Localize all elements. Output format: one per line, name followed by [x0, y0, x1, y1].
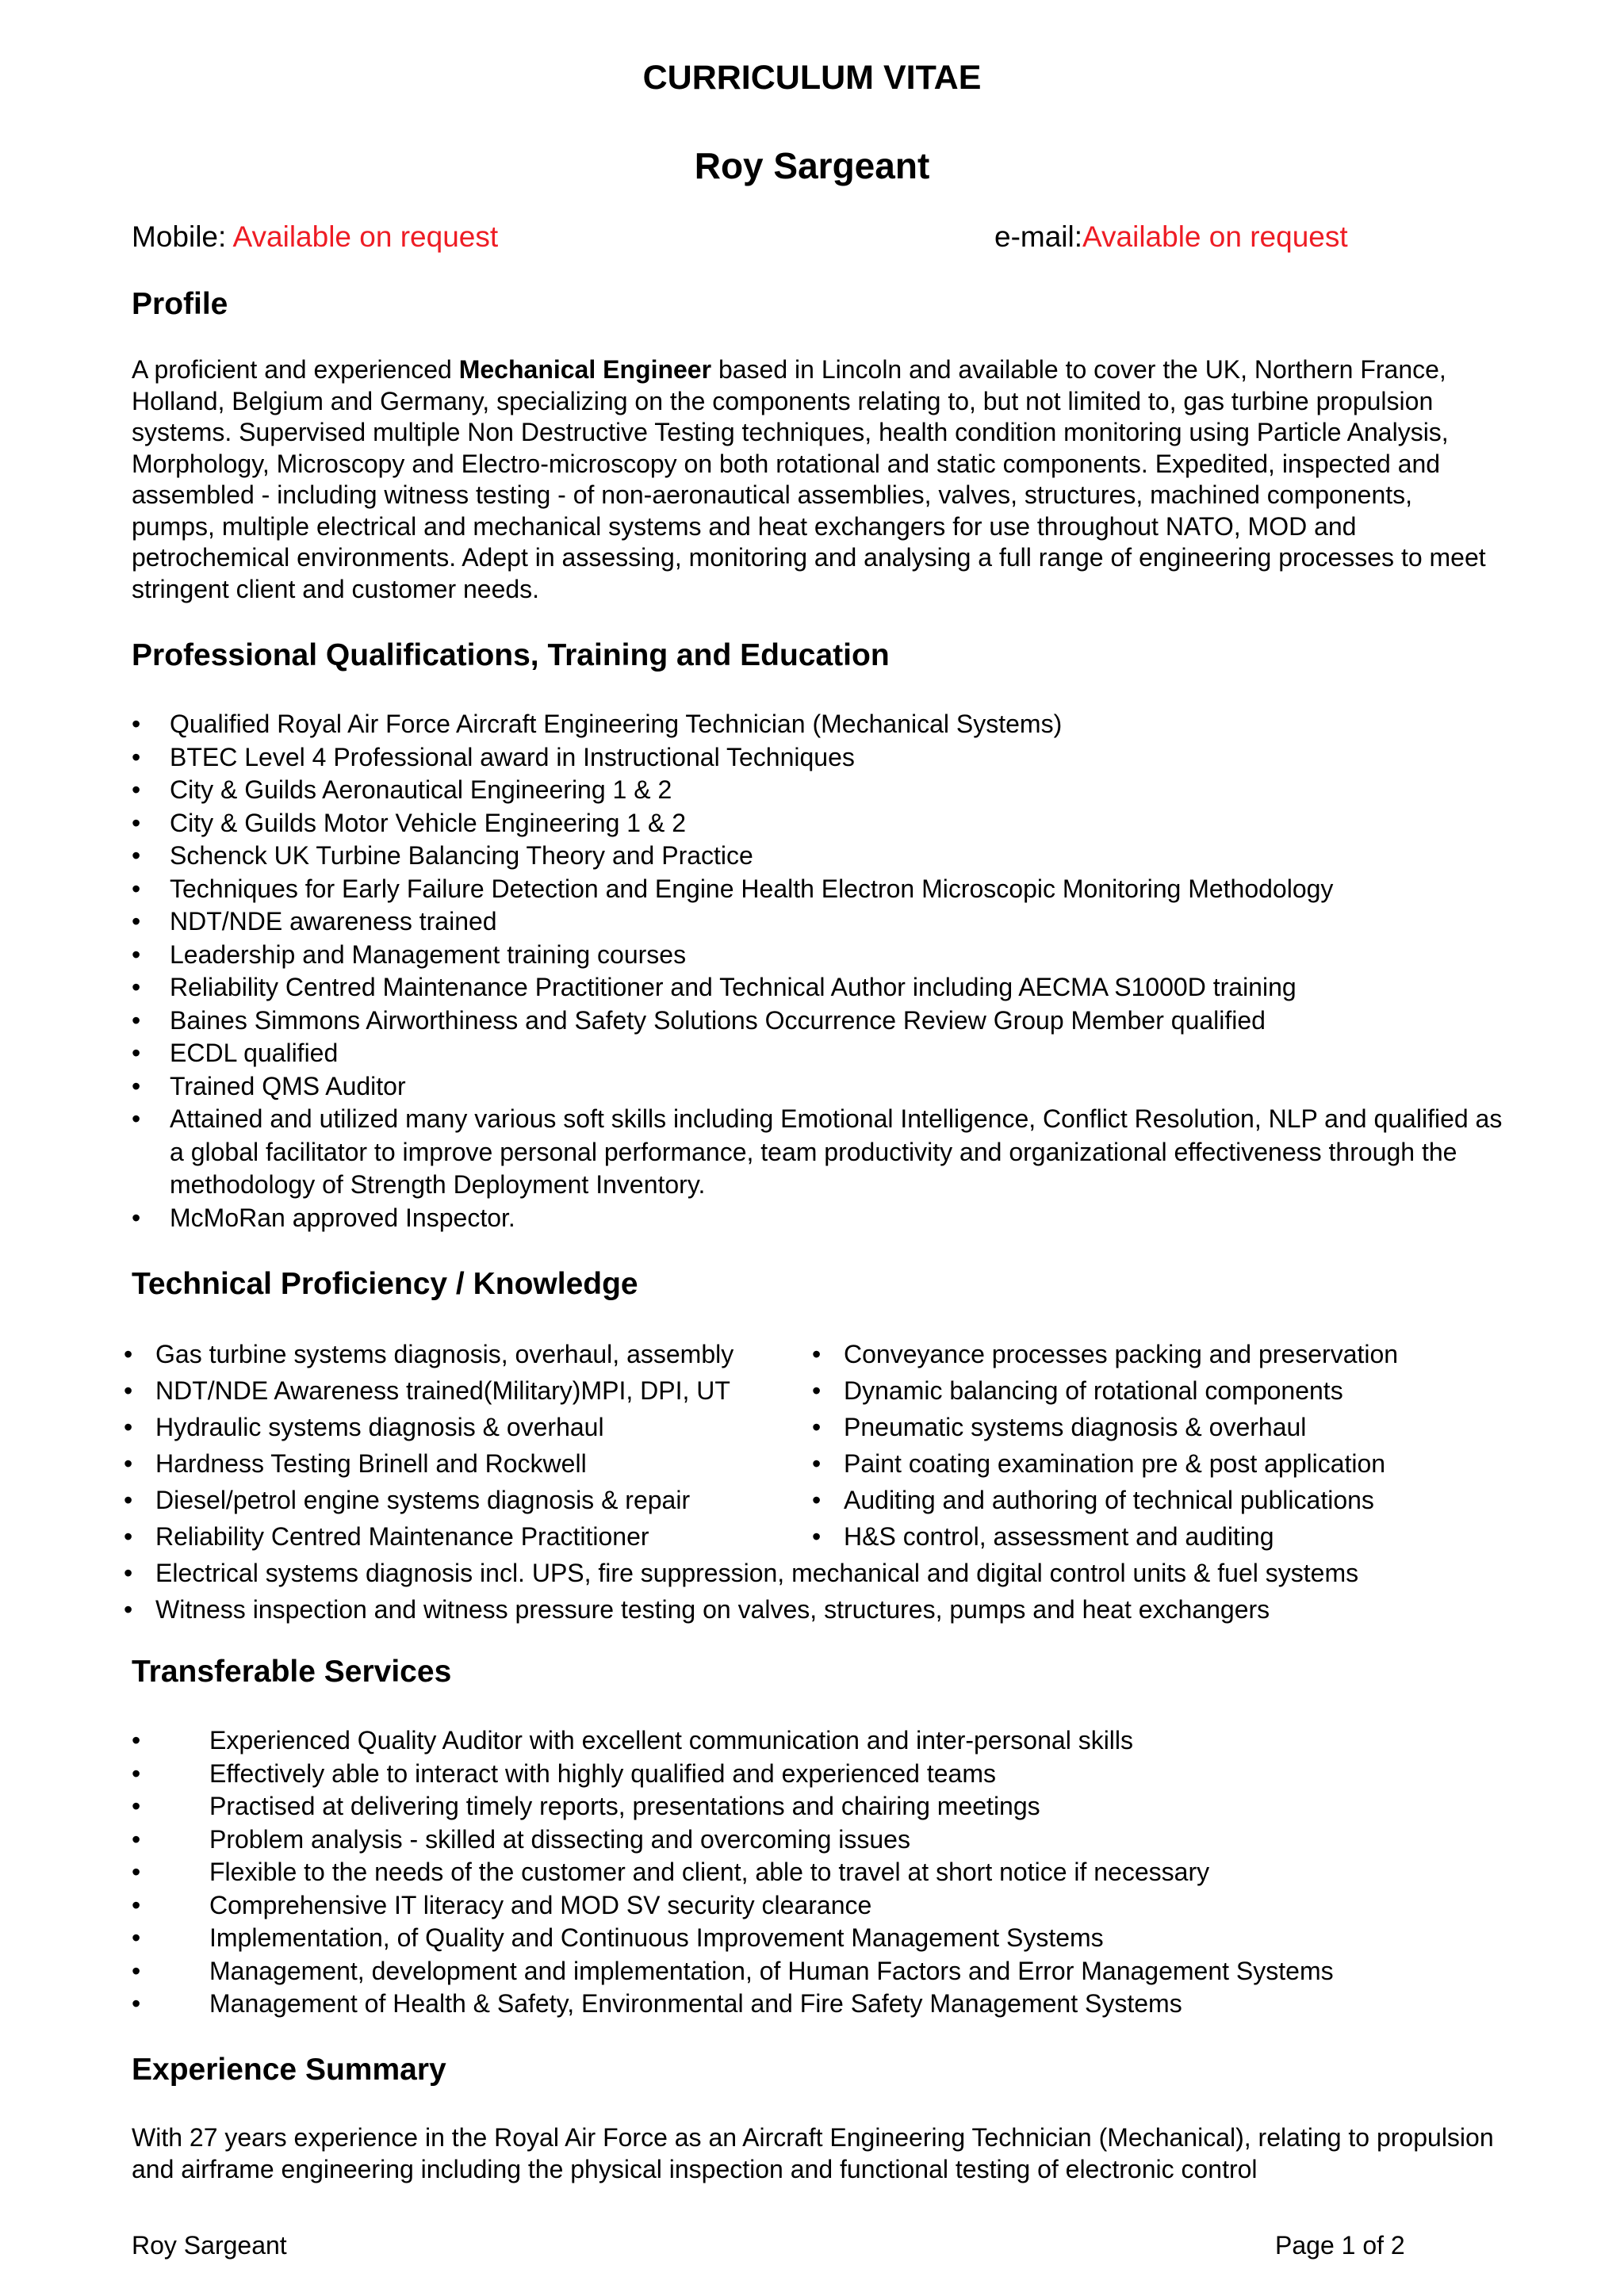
profile-text-rest: based in Lincoln and available to cover the UK, Northern France, Holland, Belgium and Germany, specializing on the components relating to, but not limited to, gas turbine propulsion systems. Supervised multiple Non Destructive Testing techniques, health condition monitoring using Particle Analysis, Morphology, Microscopy and Electro-microscopy on both rotational and static components. Expedited, inspected and assembled - including witness testing - of non-aeronautical assemblies, valves, structures, machined components, pumps, multiple electrical and mechanical systems and heat exchangers for use throughout NATO, MOD and petrochemical environments. Adept in assessing, monitoring and analysing a full range of engineering processes to meet stringent client and customer needs. — [132, 355, 1486, 603]
bullet-icon: • — [132, 710, 141, 738]
list-item — [124, 1518, 806, 1555]
footer-page-number: Page 1 of 2 — [1275, 2231, 1405, 2260]
footer-name: Roy Sargeant — [132, 2231, 287, 2260]
skill-text: NDT/NDE Awareness trained(Military)MPI, DPI, UT — [155, 1376, 730, 1405]
list-item — [124, 1372, 806, 1409]
bullet-icon: • — [124, 1340, 133, 1368]
list-item — [132, 1988, 1511, 2021]
technical-list-wide — [124, 1555, 1551, 1628]
list-item — [812, 1409, 1526, 1445]
service-text: Comprehensive IT literacy and MOD SV security clearance — [209, 1890, 872, 1919]
list-item — [124, 1482, 806, 1518]
list-item — [124, 1555, 1551, 1591]
bullet-icon: • — [132, 1956, 141, 1985]
list-item — [124, 1409, 806, 1445]
skill-text: Electrical systems diagnosis incl. UPS, fire suppression, mechanical and digital control units & fuel systems — [155, 1559, 1359, 1587]
list-item — [132, 1823, 1511, 1857]
bullet-icon: • — [132, 1890, 141, 1919]
list-item — [812, 1482, 1526, 1518]
skill-text: Gas turbine systems diagnosis, overhaul, assembly — [155, 1340, 734, 1368]
list-item — [132, 939, 1511, 972]
list-item — [132, 774, 1511, 807]
skill-text: Hydraulic systems diagnosis & overhaul — [155, 1413, 604, 1441]
bullet-icon: • — [812, 1522, 822, 1551]
list-item — [132, 1037, 1511, 1070]
qualification-text: Trained QMS Auditor — [170, 1071, 406, 1100]
bullet-icon: • — [132, 1758, 141, 1788]
skill-text: Pneumatic systems diagnosis & overhaul — [844, 1413, 1307, 1441]
mobile-contact — [132, 218, 498, 256]
bullet-icon: • — [812, 1449, 822, 1478]
qualification-text: ECDL qualified — [170, 1039, 339, 1067]
skill-text: Hardness Testing Brinell and Rockwell — [155, 1449, 587, 1478]
qualifications-list — [132, 708, 1511, 1234]
list-item — [132, 1889, 1511, 1923]
list-item — [124, 1445, 806, 1482]
service-text: Management of Health & Safety, Environmental and Fire Safety Management Systems — [209, 1989, 1182, 2018]
bullet-icon: • — [812, 1413, 822, 1441]
qualification-text: Leadership and Management training courses — [170, 939, 687, 969]
profile-text-start: A proficient and experienced — [132, 355, 459, 384]
bullet-icon: • — [132, 1039, 141, 1067]
mobile-label: Mobile: — [132, 220, 227, 253]
bullet-icon: • — [132, 1071, 141, 1100]
list-item — [132, 1103, 1511, 1202]
list-item — [132, 1922, 1511, 1955]
experience-text: With 27 years experience in the Royal Air Force as an Aircraft Engineering Technician (Mechanical), relating to propulsion and airframe engineering including the physical inspection and functional testing of electronic control — [132, 2123, 1494, 2183]
list-item — [132, 741, 1511, 775]
service-text: Practised at delivering timely reports, presentations and chairing meetings — [209, 1792, 1040, 1820]
document-title: CURRICULUM VITAE — [642, 59, 982, 97]
list-item — [132, 1790, 1511, 1823]
service-text: Experienced Quality Auditor with excellent communication and inter-personal skills — [209, 1726, 1134, 1755]
service-text: Problem analysis - skilled at dissecting and overcoming issues — [209, 1824, 910, 1854]
bullet-icon: • — [132, 939, 141, 969]
service-text: Management, development and implementation, of Human Factors and Error Management Systems — [209, 1956, 1334, 1985]
list-item — [132, 873, 1511, 906]
bullet-icon: • — [132, 1005, 141, 1035]
list-item — [812, 1518, 1526, 1555]
skill-text: Witness inspection and witness pressure testing on valves, structures, pumps and heat exchangers — [155, 1595, 1270, 1624]
profile-heading: Profile — [132, 287, 228, 321]
service-text: Flexible to the needs of the customer and client, able to travel at short notice if necessary — [209, 1858, 1210, 1886]
mobile-value: Available on request — [232, 220, 499, 253]
service-text: Implementation, of Quality and Continuous Improvement Management Systems — [209, 1923, 1104, 1952]
bullet-icon: • — [132, 1104, 141, 1133]
bullet-icon: • — [132, 1726, 141, 1755]
qualification-text: Qualified Royal Air Force Aircraft Engineering Technician (Mechanical Systems) — [170, 710, 1063, 738]
bullet-icon: • — [132, 1989, 141, 2018]
skill-text: Auditing and authoring of technical publications — [844, 1486, 1374, 1514]
list-item — [132, 1724, 1511, 1758]
bullet-icon: • — [132, 874, 141, 903]
skill-text: Diesel/petrol engine systems diagnosis & repair — [155, 1486, 691, 1514]
qualification-text: Attained and utilized many various soft skills including Emotional Intelligence, Conflict Resolution, NLP and qualified as a global facilitator to improve personal performance, team productivity and organizational effectiveness through the methodology of Strength Deployment Inventory. — [170, 1104, 1503, 1199]
bullet-icon: • — [132, 775, 141, 804]
list-item — [132, 1856, 1511, 1889]
skill-text: Dynamic balancing of rotational components — [844, 1376, 1343, 1405]
bullet-icon: • — [812, 1340, 822, 1368]
bullet-icon: • — [132, 1824, 141, 1854]
candidate-name: Roy Sargeant — [694, 145, 930, 186]
bullet-icon: • — [124, 1522, 133, 1551]
technical-list-right — [812, 1336, 1526, 1555]
list-item — [132, 708, 1511, 741]
bullet-icon: • — [132, 973, 141, 1001]
skill-text: Reliability Centred Maintenance Practitioner — [155, 1522, 649, 1551]
list-item — [132, 1202, 1511, 1235]
list-item — [132, 807, 1511, 840]
experience-heading: Experience Summary — [132, 2053, 446, 2087]
list-item — [132, 1070, 1511, 1104]
email-value: Available on request — [1082, 220, 1348, 253]
list-item — [812, 1336, 1526, 1372]
bullet-icon: • — [124, 1413, 133, 1441]
technical-heading: Technical Proficiency / Knowledge — [132, 1267, 638, 1301]
qualification-text: City & Guilds Aeronautical Engineering 1 & 2 — [170, 775, 672, 804]
bullet-icon: • — [124, 1595, 133, 1624]
qualification-text: Schenck UK Turbine Balancing Theory and Practice — [170, 841, 753, 870]
qualification-text: BTEC Level 4 Professional award in Instructional Techniques — [170, 742, 855, 771]
list-item — [812, 1372, 1526, 1409]
bullet-icon: • — [132, 808, 141, 837]
list-item — [812, 1445, 1526, 1482]
bullet-icon: • — [124, 1559, 133, 1587]
transferable-list — [132, 1724, 1511, 2021]
bullet-icon: • — [812, 1486, 822, 1514]
bullet-icon: • — [124, 1376, 133, 1405]
bullet-icon: • — [124, 1486, 133, 1514]
skill-text: Conveyance processes packing and preservation — [844, 1340, 1399, 1368]
list-item — [132, 840, 1511, 873]
skill-text: H&S control, assessment and auditing — [844, 1522, 1274, 1551]
transferable-heading: Transferable Services — [132, 1655, 452, 1689]
list-item — [132, 905, 1511, 939]
qualification-text: City & Guilds Motor Vehicle Engineering 1 & 2 — [170, 808, 686, 837]
bullet-icon: • — [132, 1923, 141, 1952]
list-item — [132, 971, 1511, 1004]
technical-list-left — [124, 1336, 806, 1555]
service-text: Effectively able to interact with highly qualified and experienced teams — [209, 1758, 996, 1788]
qualification-text: Baines Simmons Airworthiness and Safety Solutions Occurrence Review Group Member qualified — [170, 1005, 1266, 1035]
list-item — [124, 1336, 806, 1372]
bullet-icon: • — [132, 907, 141, 936]
bullet-icon: • — [132, 841, 141, 870]
qualification-text: Reliability Centred Maintenance Practitioner and Technical Author including AECMA S1000D training — [170, 973, 1297, 1001]
list-item — [124, 1591, 1551, 1628]
bullet-icon: • — [132, 742, 141, 771]
skill-text: Paint coating examination pre & post application — [844, 1449, 1386, 1478]
profile-text-bold: Mechanical Engineer — [458, 355, 712, 384]
list-item — [132, 1758, 1511, 1791]
qualification-text: Techniques for Early Failure Detection and Engine Health Electron Microscopic Monitoring Methodology — [170, 874, 1334, 903]
list-item — [132, 1004, 1511, 1038]
bullet-icon: • — [132, 1203, 141, 1232]
profile-text — [132, 354, 1496, 605]
email-contact — [994, 218, 1348, 256]
qualification-text: NDT/NDE awareness trained — [170, 907, 497, 936]
bullet-icon: • — [132, 1858, 141, 1886]
email-label: e-mail: — [994, 220, 1083, 253]
qualifications-heading: Professional Qualifications, Training and Education — [132, 638, 890, 672]
bullet-icon: • — [132, 1792, 141, 1820]
list-item — [132, 1955, 1511, 1988]
qualification-text: McMoRan approved Inspector. — [170, 1203, 515, 1232]
bullet-icon: • — [124, 1449, 133, 1478]
bullet-icon: • — [812, 1376, 822, 1405]
